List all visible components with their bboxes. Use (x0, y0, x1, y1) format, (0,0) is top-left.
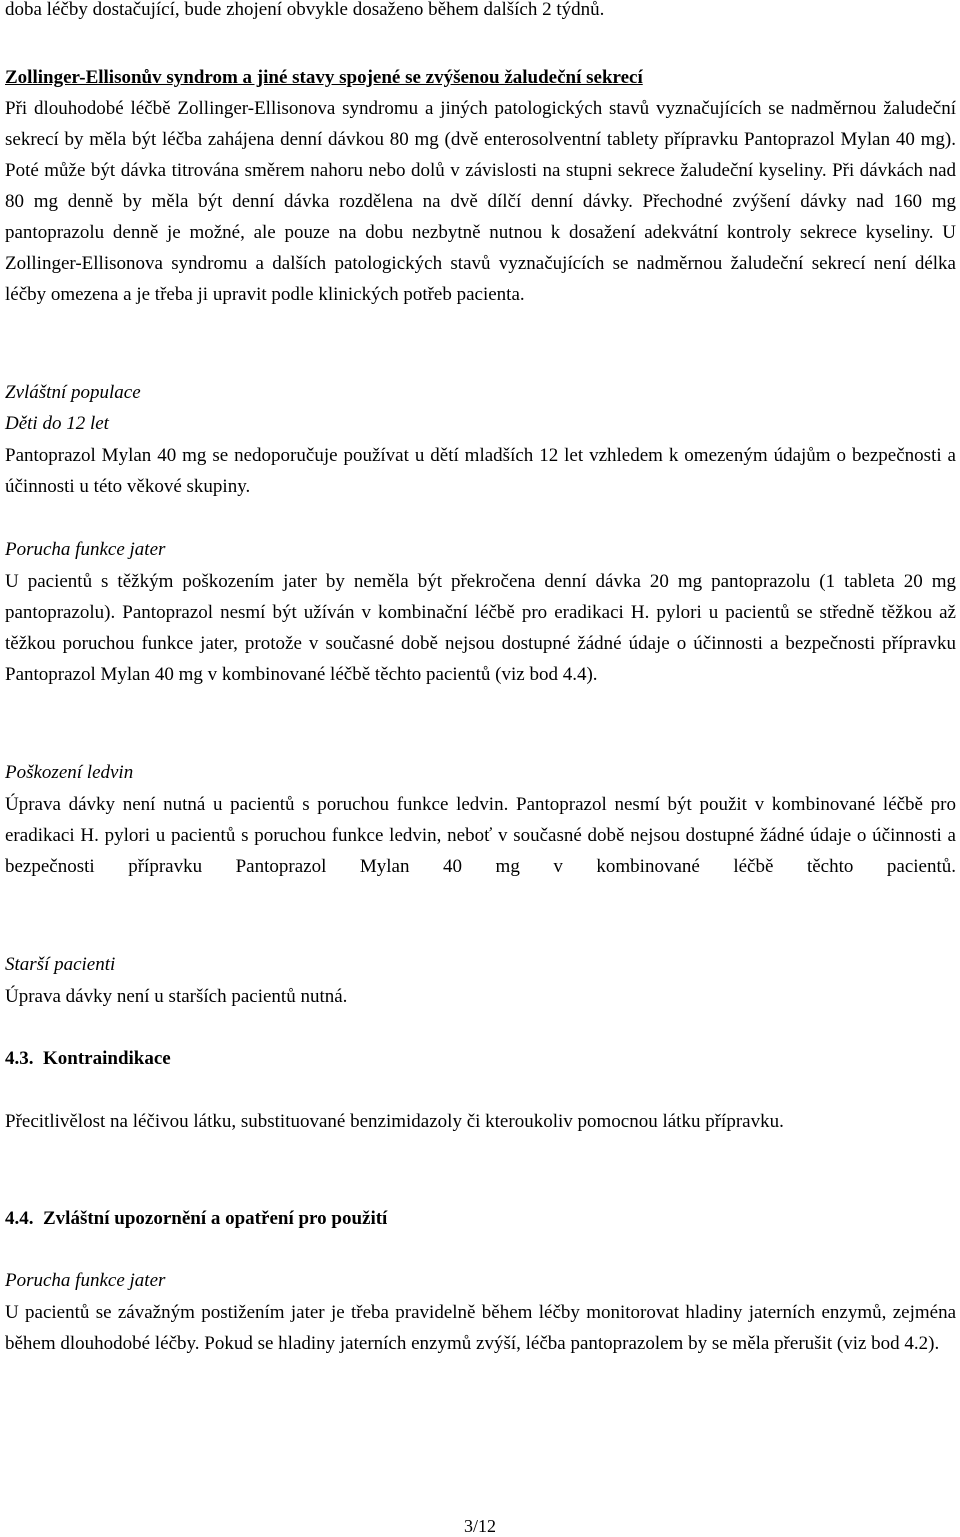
hepatic-paragraph: U pacientů s těžkým poškozením jater by neměla být překročena denní dávka 20 mg pantoprazolu (1 tableta 20 mg pantoprazolu). Pantoprazol nesmí být užíván v kombinační léčbě pro eradikaci H. pylori u pacientů se středně těžkou až těžkou poruchou funkce jater, protože v současné době nejsou dostupné žádné údaje o účinnosti a bezpečnosti přípravku Pantoprazol Mylan 40 mg v kombinované léčbě těchto pacientů (viz bod 4.4). (5, 571, 956, 685)
section-43-number: 4.3. (5, 1048, 34, 1069)
section-44-hepatic-paragraph: U pacientů se závažným postižením jater je třeba pravidelně během léčby monitorovat hladiny jaterních enzymů, zejména během dlouhodobé léčby. Pokud se hladiny jaterních enzymů zvýší, léčba pantoprazolem by se měla přerušit (viz bod 4.2). (5, 1302, 956, 1354)
hepatic-subheading: Porucha funkce jater (5, 539, 166, 560)
elderly-paragraph: Úprava dávky není u starších pacientů nutná. (5, 986, 348, 1007)
children-paragraph: Pantoprazol Mylan 40 mg se nedoporučuje používat u dětí mladších 12 let vzhledem k omezeným údajům o bezpečnosti a účinnosti u této věkové skupiny. (5, 445, 956, 497)
section-43-title: Kontraindikace (43, 1048, 171, 1069)
children-subheading: Děti do 12 let (5, 413, 109, 434)
section-44-hepatic-subheading: Porucha funkce jater (5, 1270, 166, 1291)
special-populations-heading: Zvláštní populace (5, 382, 141, 403)
renal-paragraph: Úprava dávky není nutná u pacientů s poruchou funkce ledvin. Pantoprazol nesmí být použit v kombinované léčbě pro eradikaci H. pylori u pacientů s poruchou funkce ledvin, neboť v současné době nejsou dostupné žádné údaje o účinnosti a bezpečnosti přípravku Pantoprazol Mylan 40 mg v kombinované léčbě těchto pacientů. (5, 794, 956, 877)
section-43-heading (5, 1043, 956, 1074)
section-44-title: Zvláštní upozornění a opatření pro použití (43, 1208, 388, 1229)
intro-line: doba léčby dostačující, bude zhojení obvykle dosaženo během dalších 2 týdnů. (5, 0, 605, 20)
elderly-subheading: Starší pacienti (5, 954, 116, 975)
page-number: 3/12 (463, 1516, 496, 1536)
section-43-paragraph: Přecitlivělost na léčivou látku, substituované benzimidazoly či kteroukoliv pomocnou látku přípravku. (5, 1111, 784, 1132)
zes-paragraph: Při dlouhodobé léčbě Zollinger-Ellisonova syndromu a jiných patologických stavů vyznačujících se nadměrnou žaludeční sekrecí by měla být léčba zahájena denní dávkou 80 mg (dvě enterosolventní tablety přípravku Pantoprazol Mylan 40 mg). Poté může být dávka titrována směrem nahoru nebo dolů v závislosti na stupni sekrece žaludeční kyseliny. Při dávkách nad 80 mg denně by měla být denní dávka rozdělena na dvě dílčí denní dávky. Přechodné zvýšení dávky nad 160 mg pantoprazolu denně je možné, ale pouze na dobu nezbytně nutnou k dosažení adekvátní kontroly sekrece kyseliny. U Zollinger-Ellisonova syndromu a dalších patologických stavů vyznačujících se nadměrnou žaludeční sekrecí není délka léčby omezena a je třeba ji upravit podle klinických potřeb pacienta. (5, 98, 956, 305)
renal-subheading: Poškození ledvin (5, 762, 134, 783)
section-44-heading (5, 1203, 956, 1234)
section-44-number: 4.4. (5, 1208, 34, 1229)
zes-heading: Zollinger-Ellisonův syndrom a jiné stavy spojené se zvýšenou žaludeční sekrecí (5, 67, 643, 88)
